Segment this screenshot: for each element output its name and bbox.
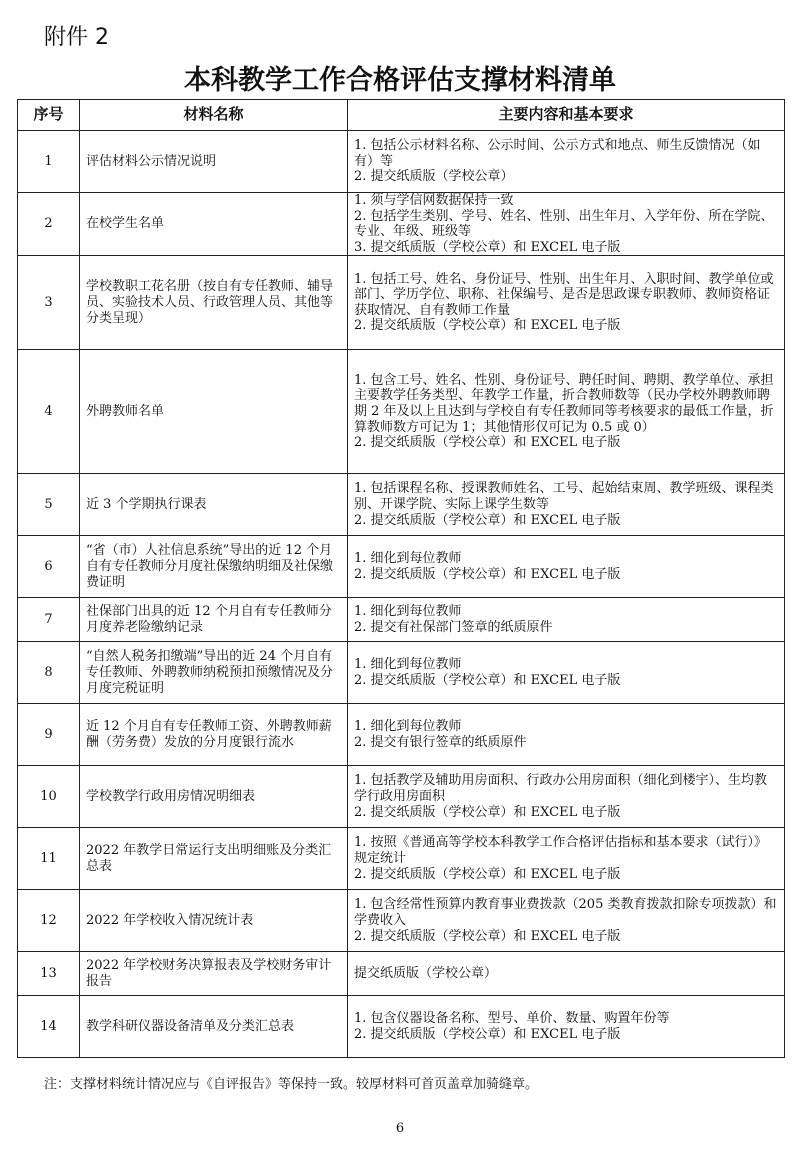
material-name: 教学科研仪器设备清单及分类汇总表	[80, 996, 348, 1058]
table-row	[18, 474, 785, 536]
table-row	[18, 536, 785, 598]
requirement-item: 1. 包括工号、姓名、身份证号、性别、出生年月、入职时间、教学单位或部门、学历学位、职称、社保编号、是否是思政课专职教师、教师资格证获取情况、自有教师工作量	[354, 271, 774, 318]
table-row	[18, 828, 785, 890]
attachment-label: 附件 2	[44, 25, 109, 50]
row-number: 12	[18, 890, 80, 952]
table-row	[18, 890, 785, 952]
table-header-row	[18, 100, 785, 131]
requirement-item: 2. 提交纸质版（学校公章）和 EXCEL 电子版	[354, 512, 621, 528]
row-number: 6	[18, 536, 80, 598]
material-name: “省（市）人社信息系统”导出的近 12 个月自有专任教师分月度社保缴纳明细及社保缴费证明	[80, 536, 348, 598]
material-name: “自然人税务扣缴端”导出的近 24 个月自有专任教师、外聘教师纳税预扣预缴情况及分月度完税证明	[80, 642, 348, 704]
table-row	[18, 642, 785, 704]
material-name: 学校教学行政用房情况明细表	[80, 766, 348, 828]
table-row	[18, 704, 785, 766]
table-row	[18, 256, 785, 350]
row-number: 2	[18, 193, 80, 256]
material-name: 外聘教师名单	[80, 350, 348, 474]
row-number: 11	[18, 828, 80, 890]
requirement-item: 1. 细化到每位教师	[354, 551, 462, 567]
requirement-item: 2. 提交纸质版（学校公章）和 EXCEL 电子版	[354, 1026, 621, 1042]
requirement-item: 2. 提交纸质版（学校公章）和 EXCEL 电子版	[354, 672, 621, 688]
row-number: 5	[18, 474, 80, 536]
requirement-item: 1. 包括公示材料名称、公示时间、公示方式和地点、师生反馈情况（如有）等	[354, 138, 761, 169]
table-row	[18, 598, 785, 642]
table-row	[18, 350, 785, 474]
requirements-cell	[348, 193, 785, 256]
requirement-item: 1. 包含经常性预算内教育事业费拨款（205 类教育拨款扣除专项拨款）和学费收入	[354, 897, 777, 929]
footnote: 注：支撑材料统计情况应与《自评报告》等保持一致。较厚材料可首页盖章加骑缝章。	[44, 1077, 539, 1092]
table-row	[18, 193, 785, 256]
requirement-item: 1. 包括教学及辅助用房面积、行政办公用房面积（细化到楼宇）、生均教学行政用房面积	[354, 773, 768, 805]
row-number: 1	[18, 131, 80, 193]
requirement-item: 2. 提交纸质版（学校公章）	[354, 169, 514, 185]
material-name: 近 12 个月自有专任教师工资、外聘教师薪酬（劳务费）发放的分月度银行流水	[80, 704, 348, 766]
requirements-cell	[348, 350, 785, 474]
table-row	[18, 766, 785, 828]
material-name: 社保部门出具的近 12 个月自有专任教师分月度养老险缴纳记录	[80, 598, 348, 642]
requirement-item: 1. 须与学信网数据保持一致	[354, 193, 514, 208]
document-title: 本科教学工作合格评估支撑材料清单	[184, 65, 616, 96]
requirements-cell	[348, 766, 785, 828]
row-number: 4	[18, 350, 80, 474]
requirement-item: 1. 细化到每位教师	[354, 719, 462, 735]
material-name: 2022 年学校收入情况统计表	[80, 890, 348, 952]
row-number: 3	[18, 256, 80, 350]
material-name: 在校学生名单	[80, 193, 348, 256]
requirement-item: 2. 提交纸质版（学校公章）和 EXCEL 电子版	[354, 866, 621, 882]
requirements-cell	[348, 704, 785, 766]
material-name: 近 3 个学期执行课表	[80, 474, 348, 536]
requirement-item: 2. 提交有银行签章的纸质原件	[354, 734, 527, 750]
materials-table	[17, 99, 785, 1058]
material-name: 评估材料公示情况说明	[80, 131, 348, 193]
material-name: 2022 年学校财务决算报表及学校财务审计报告	[80, 952, 348, 996]
table-row	[18, 996, 785, 1058]
table-body	[18, 131, 785, 1058]
requirements-cell	[348, 642, 785, 704]
table-row	[18, 952, 785, 996]
requirements-cell	[348, 598, 785, 642]
requirement-item: 1. 细化到每位教师	[354, 604, 462, 620]
requirements-cell	[348, 256, 785, 350]
material-name: 学校教职工花名册（按自有专任教师、辅导员、实验技术人员、行政管理人员、其他等分类呈现）	[80, 256, 348, 350]
material-name: 2022 年教学日常运行支出明细账及分类汇总表	[80, 828, 348, 890]
requirement-item: 提交纸质版（学校公章）	[354, 966, 498, 982]
requirement-item: 2. 提交纸质版（学校公章）和 EXCEL 电子版	[354, 318, 621, 334]
requirement-item: 1. 按照《普通高等学校本科教学工作合格评估指标和基本要求（试行）》规定统计	[354, 835, 768, 867]
row-number: 7	[18, 598, 80, 642]
header-no: 序号	[18, 100, 80, 131]
requirements-cell	[348, 536, 785, 598]
requirement-item: 1. 包含工号、姓名、性别、身份证号、聘任时间、聘期、教学单位、承担主要教学任务类型、年教学工作量，折合教师数等（民办学校外聘教师聘期 2 年及以上且达到与学校自有专任教师同等考核要求的最低工作量，折算教师数方可记为 1；其他情形仅可记为 0.5 或 0）	[354, 372, 774, 435]
requirements-cell	[348, 952, 785, 996]
requirement-item: 1. 包括课程名称、授课教师姓名、工号、起始结束周、教学班级、课程类别、开课学院、实际上课学生数等	[354, 481, 774, 513]
requirement-item: 2. 提交纸质版（学校公章）和 EXCEL 电子版	[354, 804, 621, 820]
requirements-cell	[348, 474, 785, 536]
requirement-item: 1. 细化到每位教师	[354, 657, 462, 673]
page-number: 6	[395, 1121, 405, 1136]
header-requirements: 主要内容和基本要求	[348, 100, 785, 131]
requirement-item: 2. 包括学生类别、学号、姓名、性别、出生年月、入学年份、所在学院、专业、年级、班级等	[354, 208, 774, 240]
row-number: 13	[18, 952, 80, 996]
requirements-cell	[348, 131, 785, 193]
requirements-cell	[348, 996, 785, 1058]
row-number: 10	[18, 766, 80, 828]
row-number: 8	[18, 642, 80, 704]
requirements-cell	[348, 890, 785, 952]
row-number: 9	[18, 704, 80, 766]
requirement-item: 1. 包含仪器设备名称、型号、单价、数量、购置年份等	[354, 1011, 670, 1027]
requirement-item: 3. 提交纸质版（学校公章）和 EXCEL 电子版	[354, 239, 621, 255]
row-number: 14	[18, 996, 80, 1058]
requirement-item: 2. 提交有社保部门签章的纸质原件	[354, 619, 553, 635]
requirement-item: 2. 提交纸质版（学校公章）和 EXCEL 电子版	[354, 566, 621, 582]
table-row	[18, 131, 785, 193]
requirement-item: 2. 提交纸质版（学校公章）和 EXCEL 电子版	[354, 928, 621, 944]
requirement-item: 2. 提交纸质版（学校公章）和 EXCEL 电子版	[354, 435, 621, 451]
requirements-cell	[348, 828, 785, 890]
header-material-name: 材料名称	[80, 100, 348, 131]
